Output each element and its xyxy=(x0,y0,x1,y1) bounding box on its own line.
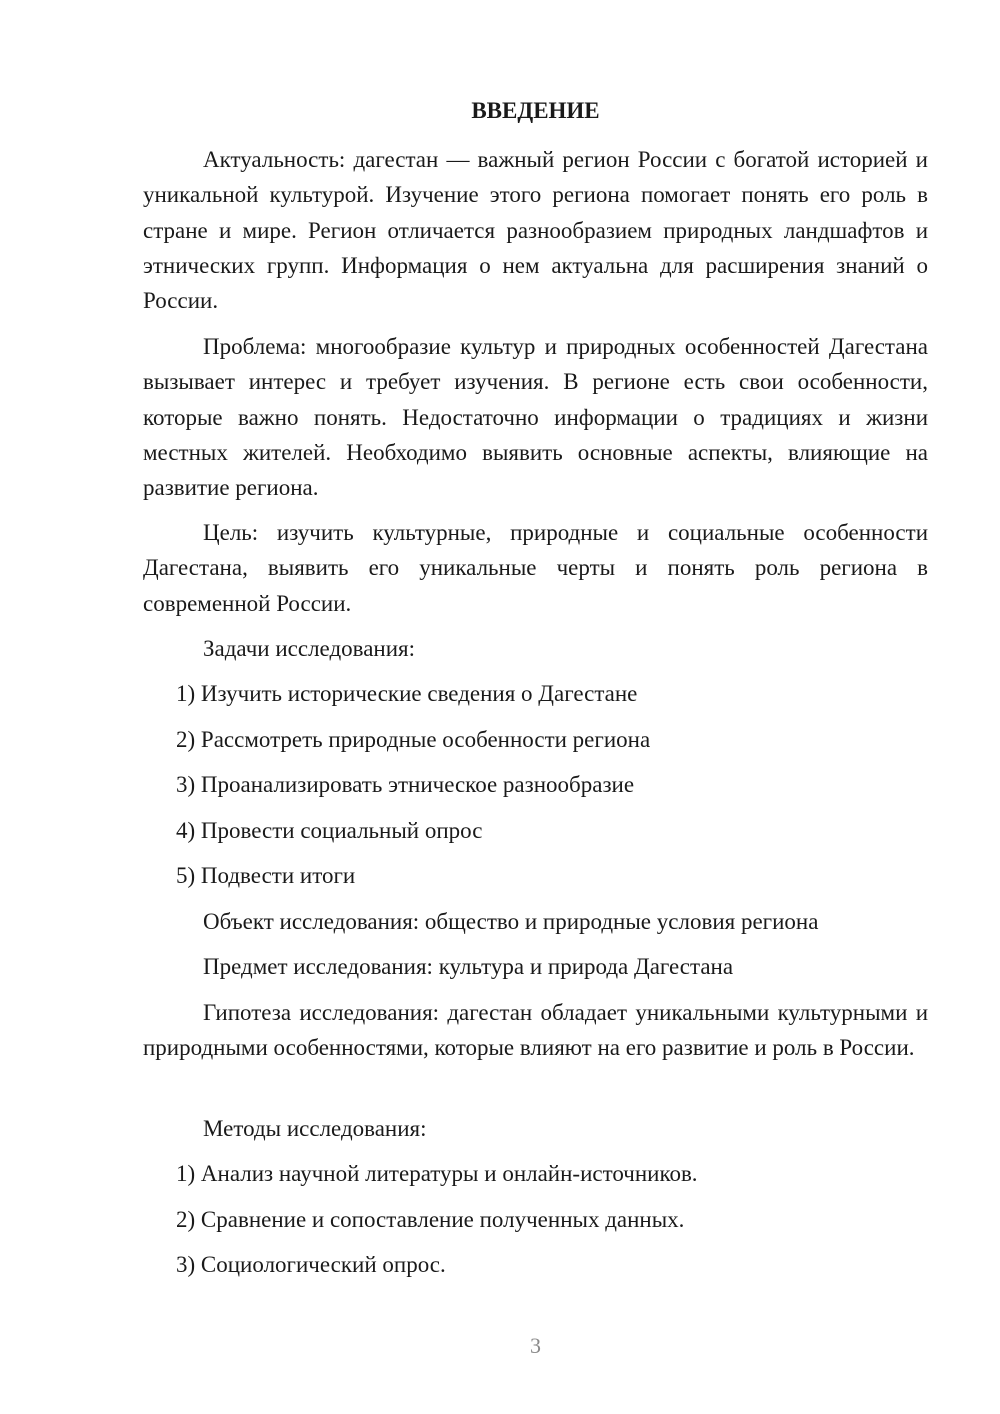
task-item: 4) Провести социальный опрос xyxy=(176,818,483,843)
document-page xyxy=(143,0,928,1414)
task-item: 2) Рассмотреть природные особенности региона xyxy=(176,727,651,752)
page-number: 3 xyxy=(530,1333,541,1358)
method-item: 3) Социологический опрос. xyxy=(176,1252,446,1277)
task-item: 5) Подвести итоги xyxy=(176,863,356,888)
method-item: 1) Анализ научной литературы и онлайн-источников. xyxy=(176,1161,698,1186)
actuality-paragraph: Актуальность: дагестан — важный регион России с богатой историей и уникальной культурой. Изучение этого региона помогает понять его роль в стране и мире. Регион отличается разнообразием природных ландшафтов и этнических групп. Информация о нем актуальна для расширения знаний о России. xyxy=(143,147,928,314)
goal-paragraph: Цель: изучить культурные, природные и социальные особенности Дагестана, выявить его уникальные черты и понять роль региона в современной России. xyxy=(143,520,928,616)
subject-line: Предмет исследования: культура и природа Дагестана xyxy=(203,954,734,979)
hypothesis-paragraph: Гипотеза исследования: дагестан обладает уникальными культурными и природными особенностями, которые влияют на его развитие и роль в России. xyxy=(143,1000,928,1061)
object-line: Объект исследования: общество и природные условия региона xyxy=(203,909,819,934)
tasks-heading: Задачи исследования: xyxy=(203,636,416,661)
method-item: 2) Сравнение и сопоставление полученных данных. xyxy=(176,1207,685,1232)
methods-heading: Методы исследования: xyxy=(203,1116,427,1141)
problem-paragraph: Проблема: многообразие культур и природных особенностей Дагестана вызывает интерес и требует изучения. В регионе есть свои особенности, которые важно понять. Недостаточно информации о традициях и жизни местных жителей. Необходимо выявить основные аспекты, влияющие на развитие региона. xyxy=(143,334,928,501)
task-item: 3) Проанализировать этническое разнообразие xyxy=(176,772,635,797)
task-item: 1) Изучить исторические сведения о Дагестане xyxy=(176,681,638,706)
page-title: ВВЕДЕНИЕ xyxy=(471,98,600,123)
